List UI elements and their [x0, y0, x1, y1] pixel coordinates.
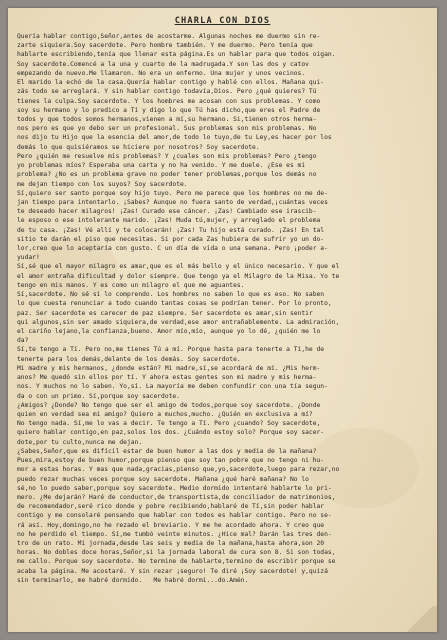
letter-body: Quería hablar contigo,Señor,antes de acostarme. Algunas noches me duermo sin re- zarte siquiera.Soy sacerdote. Pero hombre también. Y me duermo. Pero tenía que hablarte escribiendo,tenía que llenar esta página.Es un hablar para que todos oigan. Soy sacerdote.Comencé a la una y cuarto de la madrugada.Y son las dos y catov empezando de nuevo.Me llamaron. No era un enfermo. Una mujer y unos vecinos. El marido la echó de la casa.Quería hablar contigo y hablé con ellos. Mañana qui- zás todo se arreglará. Y sin hablar contigo todavía,Dios. Pero ¿qué quieres? Tú tienes la culpa.Soy sacerdote. Y los hombres me acosan con sus problemas. Y como soy su hermano y lo predico a Tí y digo lo que Tú has dicho,que eres el Padre de todos y que todos somos hermanos,vienen a mí,su hermano. Si,tienen otros herma- nos pero es que yo debo ser un profesional. Sus problemas son mis problemas. No nos dijo tu Hijo que la esencia del amor,de todo lo tuyo,de tu Ley,es hacer por los demás lo que quisiéramos se hiciere por nosotros? Soy sacerdote. Pero ¿quién me resuelve mis problemas? Y ¿cuales son mis problemas? Pero ¿tengo yo problemas míos? Esperaba una carta y no ha venido. Y me duele. ¿Ese es mi problema? ¿No es un problema grave no poder tener problemas,porque los demás no me dejan tiempo con los suyos? Soy sacerdote. Sí,quiero ser santo porque soy hijo tuyo. Pero me parece que los hombres no me de- jan tiempo para intentarlo. ¡Sabes? Aunque no fuera santo de verdad,¡cuántas veces te deseado hacer milagros! ¡Zas! Curado ese cáncer. ¡Zas! Cambiado ese irascib- le esposo o ese intolerante marido. ¡Zas! Muda tú,mujer, y arreglado el problema de tu casa. ¡Zas! Vé allí y te colocarán! ¡Zas! Tu hijo está curado. ¡Zas! En tal sitio te darán el piso que necesitas. Si por cada Zas hubiera de sufrir yo un do- lor,creo que lo aceptaría con gusto. C un día de vida o una semana. Pero ¡poder a- yudar! Sí,sé que el mayor milagro es amar,que es el más bello y el único necesario. Y que el el amor entraña dificultad y dolor siempre. Que tengo ya el Milagro de la Misa. Yo te tengo en mis manos. Y es como un milagro el que me aguantes. Sí,sacerdote. No sé si lo comprendo. Los hombres no saben lo que es eso. No saben lo que cuesta renunciar a todo cuando tantas cosas se podrían tener. Por lo pronto, paz. Ser sacerdote es carecer de paz siempre. Ser sacerdote es amar,sin sentir qui algunos,sin ser amado siquiera,de verdad,ese amor entrañablemente. La admiración, el cariño lejano,la confianza,bueno. Amor mío,mío, aunque yo lo dé, ¿quién me lo da? Sí,te tengo a Tí. Pero no,me tienes Tú a mí. Porque hasta para tenerte a Tí,he de tenerte para los demás,delante de los demás. Soy sacerdote. Mi madre y mis hermanos, ¿donde están? Mi madre,sí,se acordará de mí. ¿Mis herm- anos? Me quedó sin ellos por tí. Y ahora estas gentes son mi madre y mis herma- nos. Y muchos no lo saben. Yo,sí. La mayoría me deben confundir con una tía segun- da o con un primo. Sí,porque soy sacerdote. ¿Amigos? ¿Donde? No tengo que ser el amigo de todos,porque soy sacerdote. ¿Donde quien en verdad sea mi amigo? Quiero a muchos,mucho. ¿Quién en exclusiva a mí? No tengo nada. Sí,me lo vas a decir. Te tengo a Tí. Pero ¿cuando? Soy sacerdote, quiero hablar contigo,en paz,solos los dos. ¿Cuándo estoy solo? Porque soy sacer- dote,por tu culto,nunca me dejan. ¿Sabes,Señor,que es difícil estar de buen humor a las dos y media de la mañana? Pues,mira,estoy de buen humor,porque pienso que soy tan pobre que no tengo ni hu- mor a estas horas. Y mas que nada,gracias,pienso que,yo,sacerdote,luego para rezar,no puedo rezar muchas veces porque soy sacerdote. Mañana ¿qué haré mañana? No lo sé,no lo puedo saber,porque soy sacerdote. Medio dormido intentaré hablarte lo pri- mero. ¿Me dejarán? Haré de conductor,de transportista,de conciliador de matrimonios, de recomendador,seré rico donde y pobre recibiendo,hablaré de Tí,sin poder hablar contigo y me consolaré pensando que hablar con todos es hablar contigo. Pero no se- rá así. Hoy,domingo,no he rezado el breviario. Y me he acordado ahora. Y creo que no he perdido el tiempo. Sí,me tumbó veinte minutos. ¿Hice mal? Darán las tres den- tro de un rato. Mi jornada,desde las seis y media de la mañana,hasta ahora,son 20 horas. No dobles doce horas,Señor,si la jornada laboral de cura son 8. Si son todas, me callo. Porque soy sacerdote. No termine de hablarte,termino de escribir porque se acaba la página. Me acostaré. Y sin rezar ¡seguro! Te diré ¡Soy sacerdote! y,quizá sin terminarlo, me habré dormido. Me habré dormi...do.Amén. [17, 33, 340, 584]
typewritten-page [8, 8, 437, 632]
page-title: CHARLA CON DIOS [174, 16, 271, 26]
page-corner [403, 606, 437, 632]
